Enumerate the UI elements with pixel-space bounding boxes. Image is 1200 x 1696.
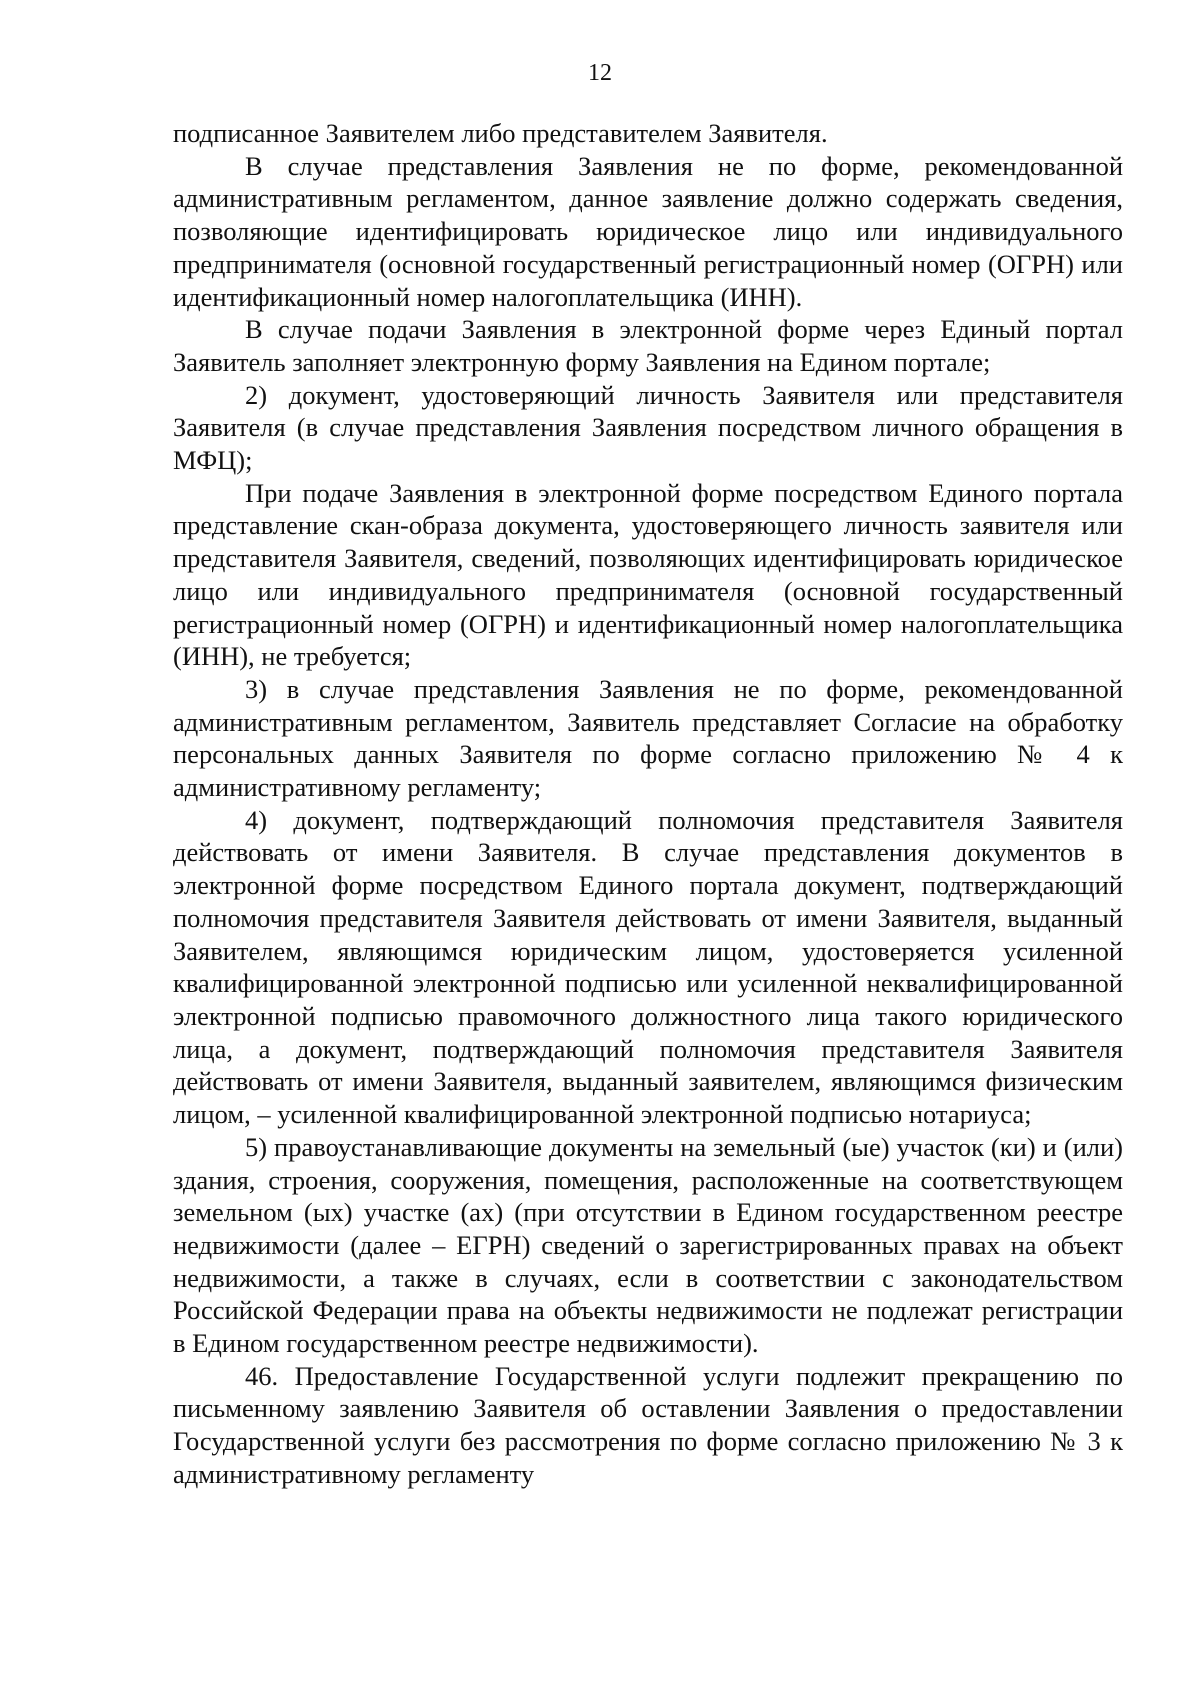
paragraph: 3) в случае представления Заявления не по форме, рекомендованной административным регламентом, Заявитель представляет Согласие на обработку персональных данных Заявителя по форме согласно приложению № 4 к административному регламенту; <box>173 673 1123 803</box>
paragraph: 2) документ, удостоверяющий личность Заявителя или представителя Заявителя (в случае представления Заявления посредством личного обращения в МФЦ); <box>173 379 1123 476</box>
paragraph: 46. Предоставление Государственной услуги подлежит прекращению по письменному заявлению Заявителя об оставлении Заявления о предоставлении Государственной услуги без рассмотрения по форме согласно приложению № 3 к административному регламенту <box>173 1360 1123 1489</box>
page-number: 12 <box>588 60 612 86</box>
paragraph: В случае подачи Заявления в электронной форме через Единый портал Заявитель заполняет электронную форму Заявления на Едином портале; <box>173 314 1123 377</box>
paragraph: В случае представления Заявления не по форме, рекомендованной административным регламентом, данное заявление должно содержать сведения, позволяющие идентифицировать юридическое лицо или индивидуального предпринимателя (основной государственный регистрационный номер (ОГРН) или идентификационный номер налогоплательщика (ИНН). <box>173 150 1123 312</box>
paragraph: подписанное Заявителем либо представителем Заявителя. <box>173 118 828 148</box>
paragraph: 5) правоустанавливающие документы на земельный (ые) участок (ки) и (или) здания, строения, сооружения, помещения, расположенные на соответствующем земельном (ых) участке (ах) (при отсутствии в Едином государственном реестре недвижимости (далее – ЕГРН) сведений о зарегистрированных правах на объект недвижимости, а также в случаях, если в соответствии с законодательством Российской Федерации права на объекты недвижимости не подлежат регистрации в Едином государственном реестре недвижимости). <box>173 1131 1123 1359</box>
paragraph: 4) документ, подтверждающий полномочия представителя Заявителя действовать от имени Заявителя. В случае представления документов в электронной форме посредством Единого портала документ, подтверждающий полномочия представителя Заявителя действовать от имени Заявителя, выданный Заявителем, являющимся юридическим лицом, удостоверяется усиленной квалифицированной электронной подписью или усиленной неквалифицированной электронной подписью правомочного должностного лица такого юридического лица, а документ, подтверждающий полномочия представителя Заявителя действовать от имени Заявителя, выданный заявителем, являющимся физическим лицом, – усиленной квалифицированной электронной подписью нотариуса; <box>173 804 1123 1130</box>
paragraph: При подаче Заявления в электронной форме посредством Единого портала представление скан-образа документа, удостоверяющего личность заявителя или представителя Заявителя, сведений, позволяющих идентифицировать юридическое лицо или индивидуального предпринимателя (основной государственный регистрационный номер (ОГРН) и идентификационный номер налогоплательщика (ИНН), не требуется; <box>173 477 1123 672</box>
document-body <box>173 117 1123 1491</box>
